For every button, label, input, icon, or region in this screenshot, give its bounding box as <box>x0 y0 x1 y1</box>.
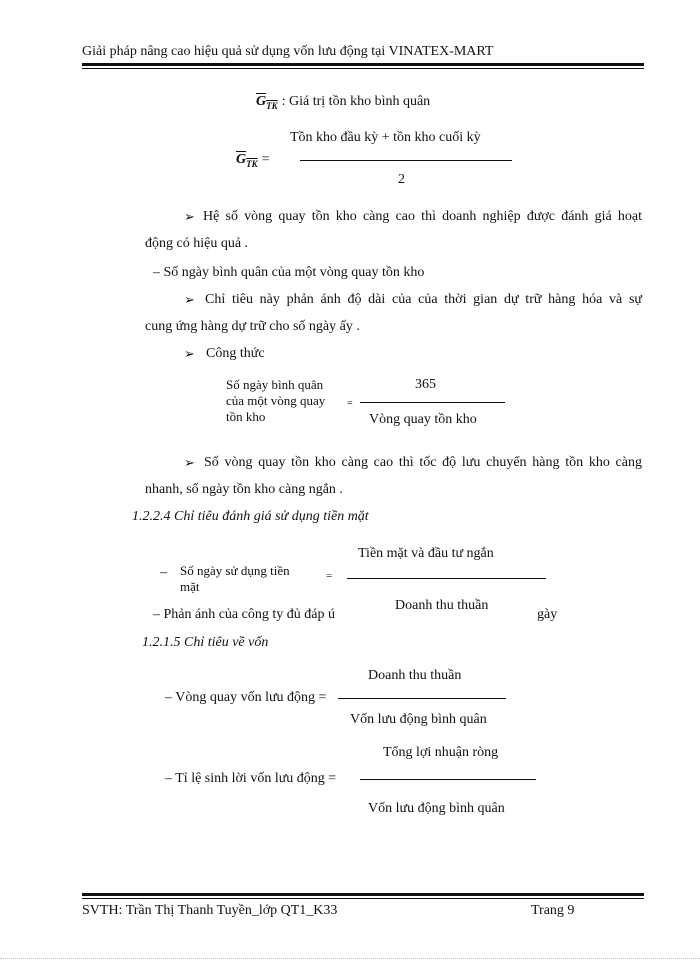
cash-formula-numerator: Tiền mặt và đầu tư ngắn <box>358 546 494 561</box>
section-heading-1224: 1.2.2.4 Chỉ tiêu đánh giá sử dụng tiền mặt <box>132 509 369 524</box>
days-formula-lhs: Số ngày bình quân của một vòng quay tồn kho <box>226 377 326 424</box>
footer-author: SVTH: Trần Thị Thanh Tuyền_lớp QT1_K33 <box>82 903 338 918</box>
cash-formula-fraction-bar <box>347 578 546 579</box>
cash-formula-lhs: Số ngày sử dụng tiền mặt <box>180 563 290 594</box>
cash-note-end: gày <box>537 607 558 622</box>
page-edge-dotted-line <box>0 958 700 959</box>
paragraph-3-line-2: cung ứng hàng dự trữ cho số ngày ấy . <box>145 319 360 334</box>
paragraph-1-line-2: động có hiệu quả . <box>145 236 249 251</box>
arrow-bullet-icon: ➢ <box>184 209 195 224</box>
profit-formula-denominator: Vốn lưu động bình quân <box>368 801 505 816</box>
paragraph-1-line-1: Hệ số vòng quay tồn kho càng cao thì doanh nghiệp được đánh giá hoạt <box>203 209 642 224</box>
profit-formula-fraction-bar <box>360 779 536 780</box>
footer-page-number: Trang 9 <box>531 903 575 918</box>
turnover-formula-numerator: Doanh thu thuần <box>368 668 462 683</box>
paragraph-4: Công thức <box>206 346 265 361</box>
days-formula-equals: = <box>347 398 353 409</box>
paragraph-5-line-2: nhanh, số ngày tồn kho càng ngắn . <box>145 482 343 497</box>
days-formula-numerator: 365 <box>415 377 436 392</box>
cash-formula-denominator: Doanh thu thuần <box>395 598 489 613</box>
profit-formula-numerator: Tổng lợi nhuận ròng <box>383 745 499 760</box>
turnover-formula-lhs: – Vòng quay vốn lưu động = <box>165 690 327 705</box>
g-tk-formula-lhs: $G_{TK}$ = <box>236 152 270 169</box>
section-heading-1215: 1.2.1.5 Chỉ tiêu về vốn <box>142 635 269 650</box>
footer-rule-thin <box>82 898 644 899</box>
header-rule-thick <box>82 63 644 66</box>
paragraph-5-line-1: Số vòng quay tồn kho càng cao thì tốc độ lưu chuyển hàng tồn kho càng <box>204 455 642 470</box>
symbol-definition <box>256 92 430 111</box>
header-rule-thin <box>82 68 644 69</box>
arrow-bullet-icon: ➢ <box>184 292 195 307</box>
arrow-bullet-icon: ➢ <box>184 346 195 361</box>
avg-inventory-denominator: 2 <box>398 172 405 187</box>
g-tk-symbol: $G_{TK}$ <box>256 94 278 111</box>
running-header: Giải pháp nâng cao hiệu quả sử dụng vốn lưu động tại VINATEX-MART <box>82 44 494 59</box>
days-formula-denominator: Vòng quay tồn kho <box>369 412 477 427</box>
cash-formula-dash: – <box>160 565 167 580</box>
cash-note-start: – Phản ánh của công ty đủ đáp ú <box>153 607 335 622</box>
footer-rule-thick <box>82 893 644 896</box>
avg-inventory-fraction-bar <box>300 160 512 161</box>
symbol-definition-text: : Giá trị tồn kho bình quân <box>281 94 431 109</box>
turnover-formula-denominator: Vốn lưu động bình quân <box>350 712 487 727</box>
arrow-bullet-icon: ➢ <box>184 455 195 470</box>
cash-formula-equals: = <box>326 570 333 582</box>
profit-formula-lhs: – Tỉ lệ sinh lời vốn lưu động = <box>165 771 337 786</box>
paragraph-2: – Số ngày bình quân của một vòng quay tồn kho <box>153 265 425 280</box>
turnover-formula-fraction-bar <box>338 698 506 699</box>
avg-inventory-numerator: Tồn kho đầu kỳ + tồn kho cuối kỳ <box>290 130 481 145</box>
paragraph-3-line-1: Chỉ tiêu này phản ánh độ dài của của thời gian dự trữ hàng hóa và sự <box>205 292 642 307</box>
days-formula-fraction-bar <box>360 402 505 403</box>
